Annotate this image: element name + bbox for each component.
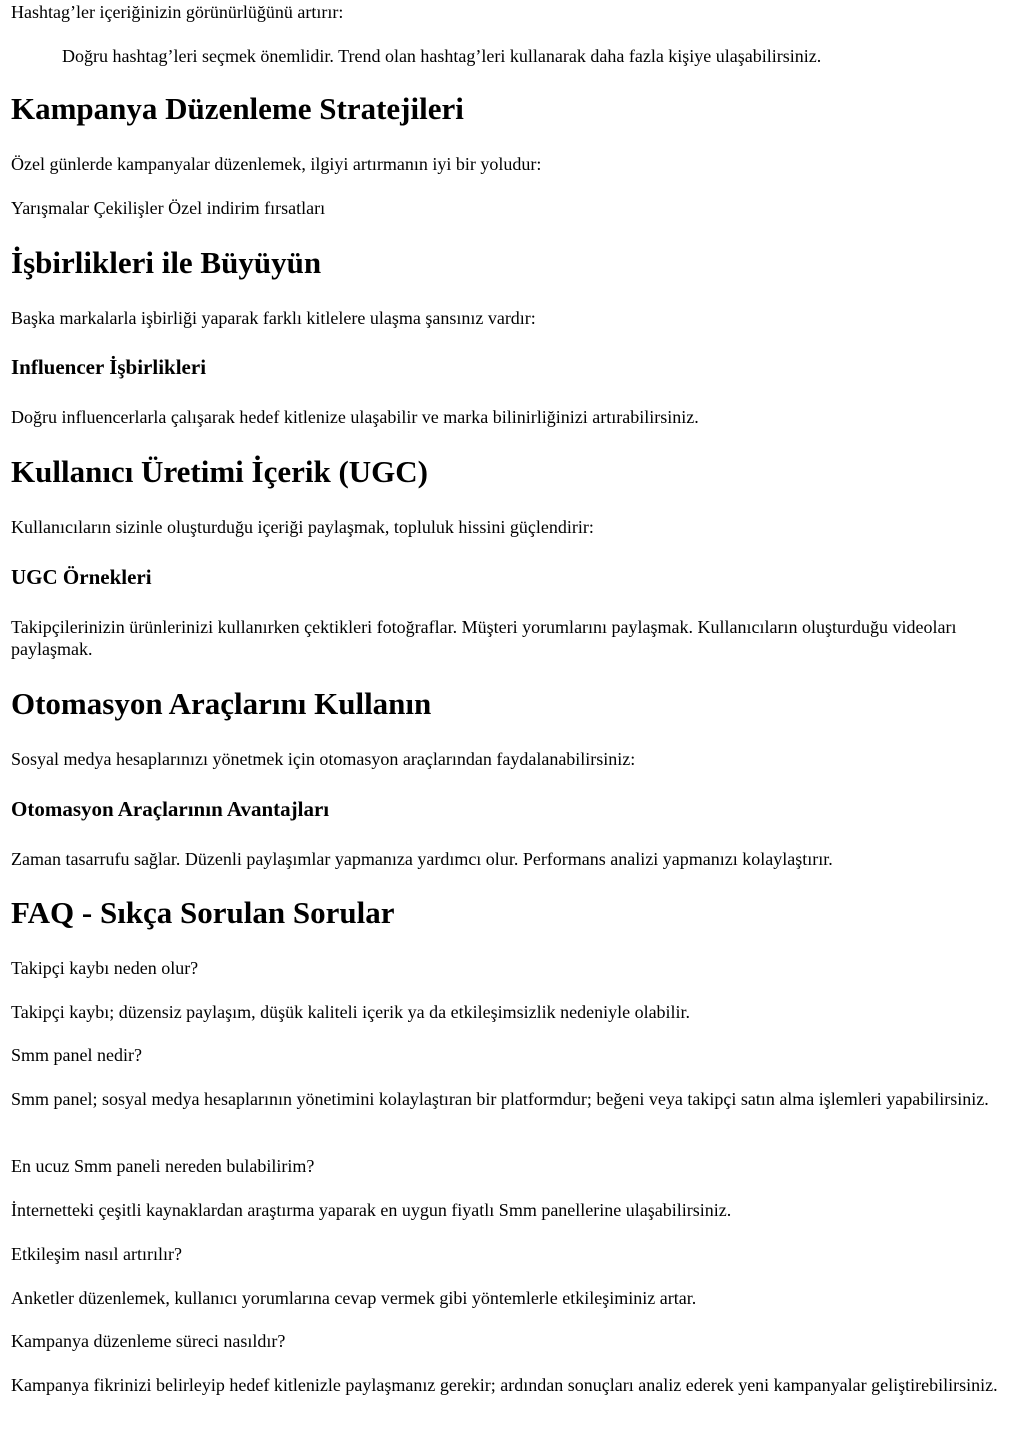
faq-heading: FAQ - Sıkça Sorulan Sorular bbox=[11, 895, 395, 930]
faq-question: Kampanya düzenleme süreci nasıldır? bbox=[11, 1331, 286, 1351]
automation-intro-text: Sosyal medya hesaplarınızı yönetmek için otomasyon araçlarından faydalanabilirsiniz: bbox=[11, 749, 636, 769]
automation-heading: Otomasyon Araçlarını Kullanın bbox=[11, 686, 432, 721]
automation-benefits-text: Zaman tasarrufu sağlar. Düzenli paylaşımlar yapmanıza yardımcı olur. Performans analizi yapmanızı kolaylaştırır. bbox=[11, 849, 833, 869]
collab-intro-text: Başka markalarla işbirliği yaparak farklı kitlelere ulaşma şansınız vardır: bbox=[11, 308, 536, 328]
ugc-heading: Kullanıcı Üretimi İçerik (UGC) bbox=[11, 454, 429, 489]
ugc-examples-text: Takipçilerinizin ürünlerinizi kullanırken çektikleri fotoğraflar. Müşteri yorumlarını paylaşmak. Kullanıcıların oluşturduğu videoları paylaşmak. bbox=[11, 617, 957, 659]
faq-answer: Anketler düzenlemek, kullanıcı yorumlarına cevap vermek gibi yöntemlerle etkileşiminiz artar. bbox=[11, 1288, 697, 1308]
influencer-text: Doğru influencerlarla çalışarak hedef kitlenize ulaşabilir ve marka bilinirliğinizi artırabilirsiniz. bbox=[11, 407, 699, 427]
faq-answer: İnternetteki çeşitli kaynaklardan araştırma yaparak en uygun fiyatlı Smm panellerine ulaşabilirsiniz. bbox=[11, 1200, 732, 1220]
ugc-examples-subheading: UGC Örnekleri bbox=[11, 565, 152, 589]
ugc-intro-text: Kullanıcıların sizinle oluşturduğu içeriği paylaşmak, topluluk hissini güçlendirir: bbox=[11, 517, 594, 537]
influencer-subheading: Influencer İşbirlikleri bbox=[11, 355, 207, 379]
faq-question: Takipçi kaybı neden olur? bbox=[11, 958, 199, 978]
faq-question: En ucuz Smm paneli nereden bulabilirim? bbox=[11, 1156, 315, 1176]
campaign-heading: Kampanya Düzenleme Stratejileri bbox=[11, 91, 464, 126]
hashtag-quote: Doğru hashtag’leri seçmek önemlidir. Trend olan hashtag’leri kullanarak daha fazla kişiye ulaşabilirsiniz. bbox=[62, 46, 822, 66]
collab-heading: İşbirlikleri ile Büyüyün bbox=[11, 245, 322, 280]
faq-answer: Smm panel; sosyal medya hesaplarının yönetimini kolaylaştıran bir platformdur; beğeni veya takipçi satın alma işlemleri yapabilirsiniz. bbox=[11, 1089, 989, 1109]
hashtag-intro-text: Hashtag’ler içeriğinizin görünürlüğünü artırır: bbox=[11, 2, 344, 22]
faq-question: Etkileşim nasıl artırılır? bbox=[11, 1244, 182, 1264]
faq-answer: Kampanya fikrinizi belirleyip hedef kitlenizle paylaşmanız gerekir; ardından sonuçları analiz ederek yeni kampanyalar geliştirebilirsiniz. bbox=[11, 1375, 998, 1395]
automation-benefits-subheading: Otomasyon Araçlarının Avantajları bbox=[11, 797, 330, 821]
faq-answer: Takipçi kaybı; düzensiz paylaşım, düşük kaliteli içerik ya da etkileşimsizlik nedeniyle olabilir. bbox=[11, 1002, 691, 1022]
faq-question: Smm panel nedir? bbox=[11, 1045, 142, 1065]
campaign-items-text: Yarışmalar Çekilişler Özel indirim fırsatları bbox=[11, 198, 326, 218]
campaign-intro-text: Özel günlerde kampanyalar düzenlemek, ilgiyi artırmanın iyi bir yoludur: bbox=[11, 154, 542, 174]
